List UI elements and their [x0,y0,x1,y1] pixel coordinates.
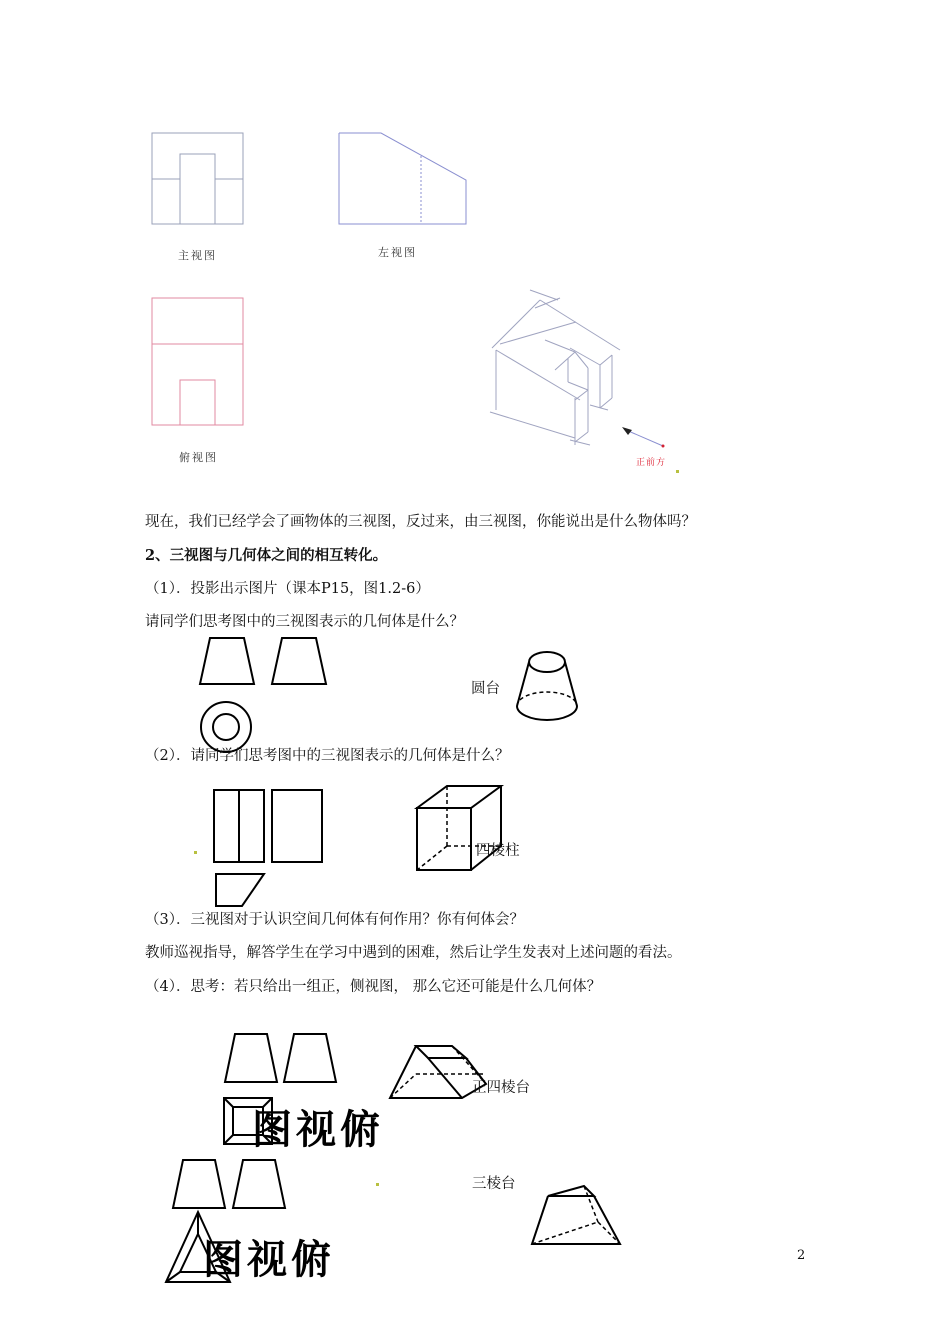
section-2-heading: 2、三视图与几何体之间的相互转化。 [145,547,388,564]
intro-text: 现在，我们已经学会了画物体的三视图，反过来，由三视图，你能说出是什么物体吗？ [145,514,696,530]
question-1: （1）．投影出示图片（课本P15，图1.2-6） [145,581,430,597]
q2-side-view [270,788,326,866]
marker-dot [676,470,679,473]
top-view-caption: 俯视图 [179,451,218,464]
square-frustum-label: 正四棱台 [472,1080,530,1096]
question-1-prompt: 请同学们思考图中的三视图表示的几何体是什么？ [145,614,464,630]
top-view-big-label-1: 图视俯 [252,1107,384,1153]
tri-frustum-label: 三棱台 [472,1176,516,1192]
q4b-front-view [171,1158,229,1212]
prism-label: 四棱柱 [476,843,520,859]
left-view-caption: 左视图 [378,246,417,259]
q2-top-view [212,872,268,910]
frustum-cone-solid [512,648,582,728]
prism-solid [413,784,505,874]
top-view-figure [150,296,246,428]
frustum-cone-label: 圆台 [471,681,500,697]
q4a-front-view [223,1032,281,1086]
marker-dot-3 [376,1183,379,1186]
isometric-solid-figure [480,280,700,480]
left-view-figure [336,130,471,230]
q4a-side-view [282,1032,340,1086]
question-4: （4）．思考：若只给出一组正，侧视图， 那么它还可能是什么几何体？ [145,979,602,995]
front-view-figure [150,130,246,226]
q1-side-view [270,636,330,688]
front-view-caption: 主视图 [178,249,217,262]
direction-label: 正前方 [636,458,667,468]
page-number: 2 [797,1248,806,1263]
question-3: （3）．三视图对于认识空间几何体有何作用？你有何体会？ [145,912,524,928]
q1-front-view [198,636,258,688]
question-2: （2）．请同学们思考图中的三视图表示的几何体是什么？ [145,748,510,764]
q2-front-view [212,788,268,866]
marker-dot-2 [194,851,197,854]
top-view-big-label-2: 图视俯 [203,1237,335,1283]
q4b-side-view [231,1158,289,1212]
teacher-note: 教师巡视指导，解答学生在学习中遇到的困难，然后让学生发表对上述问题的看法。 [145,945,682,961]
tri-frustum-solid [528,1182,624,1248]
